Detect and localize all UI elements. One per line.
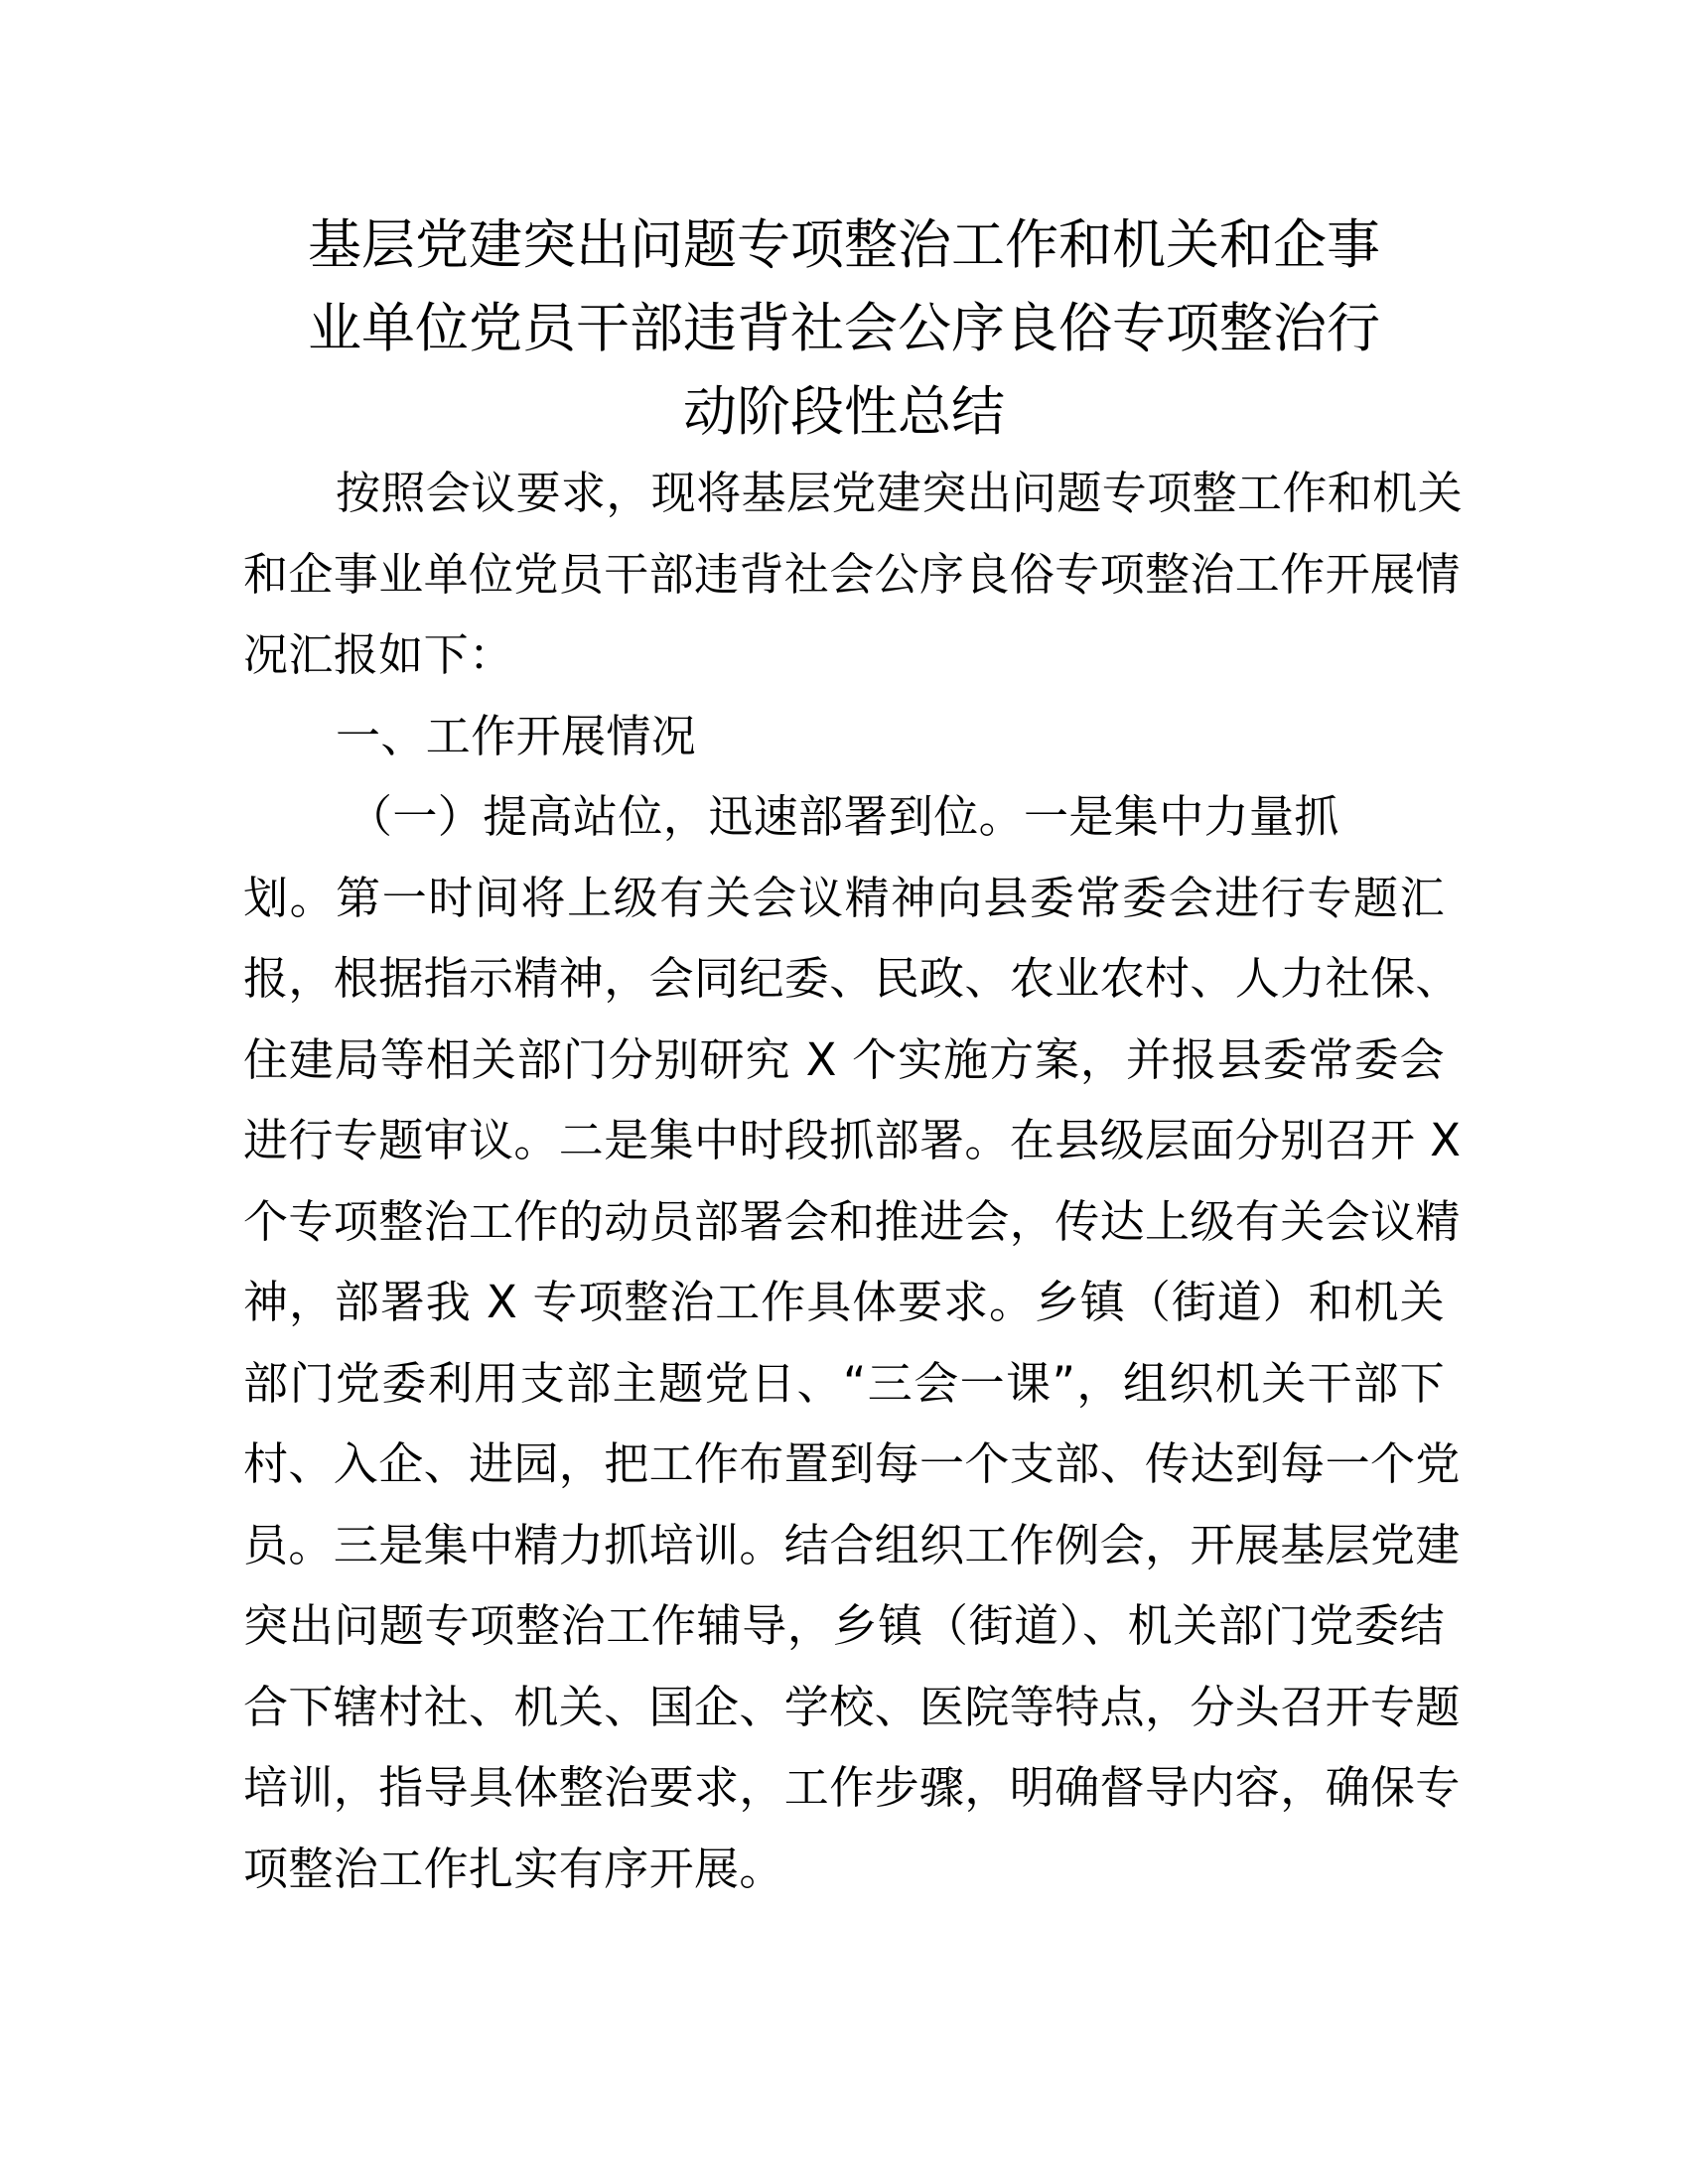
intro-paragraph <box>243 453 1464 696</box>
intro-line-3: 况汇报如下： <box>243 628 514 681</box>
title-line-3: 动阶段性总结 <box>683 380 1005 443</box>
intro-line-2: 和企事业单位党员干部违背社会公序良俗专项整治工作开展情 <box>243 547 1461 601</box>
subsection-line-9: 村、入企、进园，把工作布置到每一个支部、传达到每一个党 <box>243 1437 1461 1490</box>
subsection-line-5: 进行专题审议。二是集中时段抓部署。在县级层面分别召开 X <box>243 1114 1462 1166</box>
subsection-line-4: 住建局等相关部门分别研究 X 个实施方案，并报县委常委会 <box>243 1032 1445 1086</box>
title-line-1: 基层党建突出问题专项整治工作和机关和企事 <box>308 213 1380 276</box>
subsection-line-2: 划。第一时间将上级有关会议精神向县委常委会进行专题汇 <box>243 871 1445 924</box>
subsection-line-1: （一）提高站位，迅速部署到位。一是集中力量抓 <box>348 790 1339 843</box>
subsection-line-3: 报，根据指示精神，会同纪委、民政、农业农村、人力社保、 <box>243 952 1461 1005</box>
intro-line-1: 按照会议要求，现将基层党建突出问题专项整工作和机关 <box>336 467 1464 519</box>
subsection-line-6: 个专项整治工作的动员部署会和推进会，传达上级有关会议精 <box>243 1194 1461 1248</box>
document-title <box>243 204 1445 454</box>
section-heading-1: 一、工作开展情况 <box>336 709 697 762</box>
subsection-paragraph-1 <box>243 776 1462 1909</box>
subsection-line-13: 培训，指导具体整治要求，工作步骤，明确督导内容，确保专 <box>243 1761 1461 1814</box>
document-body <box>243 453 1464 1909</box>
subsection-line-10: 员。三是集中精力抓培训。结合组织工作例会，开展基层党建 <box>243 1518 1461 1571</box>
subsection-line-8: 部门党委利用支部主题党日、“三会一课”，组织机关干部下 <box>243 1356 1445 1410</box>
title-line-2: 业单位党员干部违背社会公序良俗专项整治行 <box>308 297 1380 359</box>
subsection-line-12: 合下辖村社、机关、国企、学校、医院等特点，分头召开专题 <box>243 1680 1461 1733</box>
subsection-line-7: 神，部署我 X 专项整治工作具体要求。乡镇（街道）和机关 <box>243 1276 1445 1328</box>
subsection-line-14: 项整治工作扎实有序开展。 <box>243 1842 784 1895</box>
subsection-line-11: 突出问题专项整治工作辅导，乡镇（街道）、机关部门党委结 <box>243 1599 1445 1652</box>
